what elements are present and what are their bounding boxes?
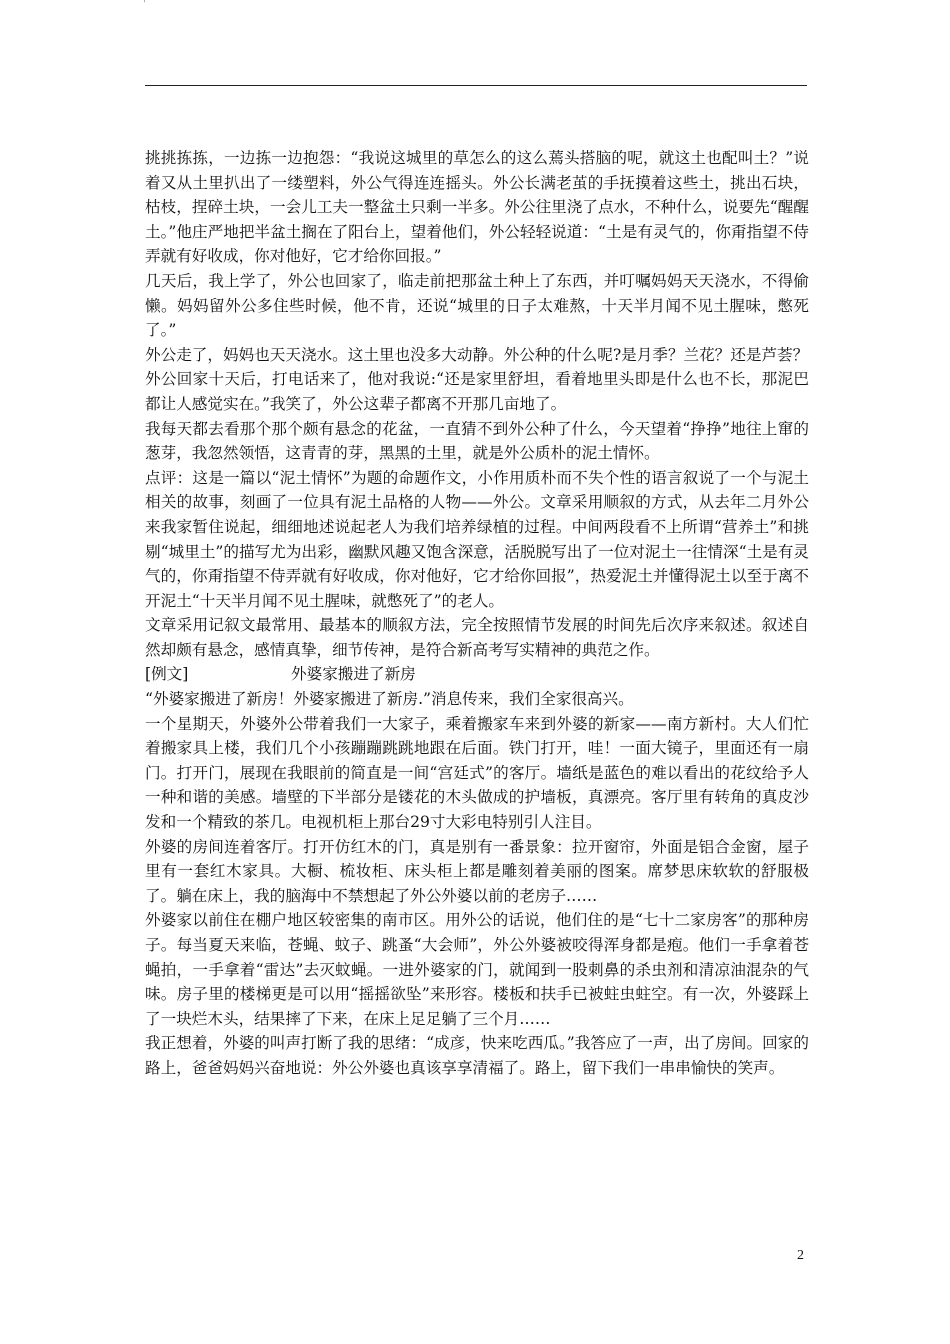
paragraph: 一个星期天，外婆外公带着我们一大家子，乘着搬家车来到外婆的新家——南方新村。大人们忙着搬家具上楼，我们几个小孩蹦蹦跳跳地跟在后面。铁门打开，哇！一面大镜子，里面还有一扇门。打开门，展现在我眼前的简直是一间“宫廷式”的客厅。墙纸是蓝色的难以看出的花纹给予人一种和谐的美感。墙壁的下半部分是镂花的木头做成的护墙板，真漂亮。客厅里有转角的真皮沙发和一个精致的茶几。电视机柜上那台29寸大彩电特别引人注目。 xyxy=(145,714,809,832)
document-body xyxy=(145,146,809,1081)
paragraph: 几天后，我上学了，外公也回家了，临走前把那盆土种上了东西，并叮嘱妈妈天天浇水，不得偷懒。妈妈留外公多住些时候，他不肯，还说“城里的日子太难熬，十天半月闻不见土腥味，憋死了。” xyxy=(145,271,809,340)
commentary-paragraph: 文章采用记叙文最常用、最基本的顺叙方法，完全按照情节发展的时间先后次序来叙述。叙述自然却颇有悬念，感情真挚，细节传神，是符合新高考写实精神的典范之作。 xyxy=(145,616,809,659)
paragraph: 外公走了，妈妈也天天浇水。这土里也没多大动静。外公种的什么呢?是月季？兰花？还是芦荟？ xyxy=(145,345,809,364)
example-tag: [例文] xyxy=(145,665,189,684)
paragraph: “外婆家搬进了新房！外婆家搬进了新房.”消息传来，我们全家很高兴。 xyxy=(145,690,634,709)
paragraph: 外婆家以前住在棚户地区较密集的南市区。用外公的话说，他们住的是“七十二家房客”的那种房子。每当夏天来临，苍蝇、蚊子、跳蚤“大会师”，外公外婆被咬得浑身都是疱。他们一手拿着苍蝇拍，一手拿着“雷达”去灭蚊蝇。一进外婆家的门，就闻到一股刺鼻的杀虫剂和清凉油混杂的气味。房子里的楼梯更是可以用“摇摇欲坠”来形容。楼板和扶手已被蛀虫蛀空。有一次，外婆踩上了一块烂木头，结果摔了下来，在床上足足躺了三个月…… xyxy=(145,911,809,1028)
paragraph: 我正想着，外婆的叫声打断了我的思绪：“成彦，快来吃西瓜。”我答应了一声，出了房间。回家的路上，爸爸妈妈兴奋地说：外公外婆也真该享享清福了。路上，留下我们一串串愉快的笑声。 xyxy=(145,1034,809,1077)
commentary-paragraph: 点评：这是一篇以“泥土情怀”为题的命题作文，小作用质朴而不失个性的语言叙说了一个与泥土相关的故事，刻画了一位具有泥土品格的人物——外公。文章采用顺叙的方式，从去年二月外公来我家暂住说起，细细地述说起老人为我们培养绿植的过程。中间两段看不上所谓“营养土”和挑剔“城里土”的描写尤为出彩，幽默风趣又饱含深意，活脱脱写出了一位对泥土一往情深“土是有灵气的，你甭指望不侍弄就有好收成，你对他好，它才给你回报”，热爱泥土并懂得泥土以至于离不开泥土“十天半月闻不见土腥味，就憋死了”的老人。 xyxy=(145,468,809,610)
paragraph: 外公回家十天后，打电话来了，他对我说:“还是家里舒坦，看着地里头即是什么也不长，那泥巴都让人感觉实在。”我笑了，外公这辈子都离不开那几亩地了。 xyxy=(145,370,809,413)
paragraph: 外婆的房间连着客厅。打开仿红木的门，真是别有一番景象：拉开窗帘，外面是铝合金窗，屋子里有一套红木家具。大橱、梳妆柜、床头柜上都是雕刻着美丽的图案。席梦思床软软的舒服极了。躺在床上，我的脑海中不禁想起了外公外婆以前的老房子…… xyxy=(145,837,809,905)
example-title: 外婆家搬进了新房 xyxy=(291,665,416,684)
paragraph: 我每天都去看那个那个颇有悬念的花盆，一直猜不到外公种了什么，今天望着“挣挣”地往上窜的葱芽，我忽然领悟，这青青的芽，黑黑的土里，就是外公质朴的泥土情怀。 xyxy=(145,419,809,463)
example-heading xyxy=(145,662,809,687)
header-rule xyxy=(145,85,807,86)
paragraph: 挑挑拣拣，一边拣一边抱怨：“我说这城里的草怎么的这么蔫头搭脑的呢，就这土也配叫土？”说着又从土里扒出了一缕塑料，外公气得连连摇头。外公长满老茧的手抚摸着这些土，挑出石块，枯枝，捏碎土块，一会儿工夫一整盆土只剩一半多。外公往里浇了点水，不种什么，说要先“醒醒土。”他庄严地把半盆土搁在了阳台上，望着他们，外公轻轻说道：“土是有灵气的，你甭指望不侍弄就有好收成，你对他好，它才给你回报。” xyxy=(145,149,809,266)
page-number: 2 xyxy=(797,1248,804,1263)
corner-mark: ' xyxy=(143,0,146,10)
